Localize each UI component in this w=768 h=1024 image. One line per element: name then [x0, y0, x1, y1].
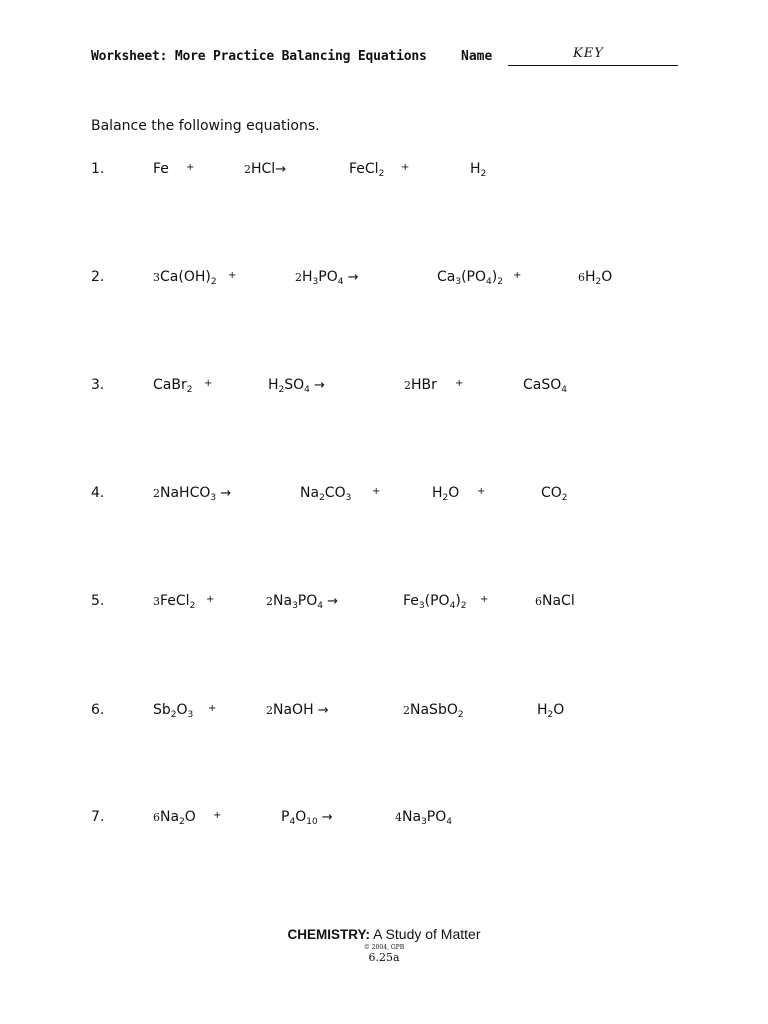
formula-term	[153, 593, 195, 611]
formula-text: CaBr	[153, 377, 187, 393]
formula-text: )	[491, 269, 498, 285]
subscript: 2	[378, 169, 385, 179]
coefficient: 6	[153, 811, 160, 824]
formula-text: H	[302, 269, 313, 285]
formula-text: Fe	[153, 161, 169, 177]
formula-text: )	[455, 593, 461, 609]
subscript: 2	[497, 277, 503, 287]
coefficient: 2	[404, 379, 411, 392]
coefficient: 2	[266, 595, 273, 608]
formula-term	[541, 485, 568, 503]
formula-text: PO	[297, 593, 318, 609]
formula-text: O	[295, 809, 307, 825]
formula-text: H	[537, 702, 548, 718]
problem-1	[91, 161, 691, 183]
plus-sign: +	[206, 594, 215, 605]
formula-text: H	[585, 269, 596, 285]
formula-text: CO	[324, 485, 346, 501]
formula-term	[395, 809, 452, 827]
formula-text: HCl	[251, 161, 276, 177]
problem-7	[91, 809, 691, 831]
formula-text: NaCl	[542, 593, 575, 609]
problem-number: 3.	[91, 377, 105, 393]
plus-sign: +	[401, 162, 410, 173]
subscript: 2	[179, 817, 185, 827]
formula-text: H	[470, 161, 481, 177]
formula-text: Ca	[437, 269, 456, 285]
subscript: 3	[312, 277, 319, 287]
footer	[0, 926, 768, 964]
subscript: 2	[595, 277, 602, 287]
subscript: 4	[561, 385, 567, 395]
subscript: 3	[421, 817, 427, 827]
formula-term	[281, 809, 333, 827]
problem-number: 5.	[91, 593, 105, 609]
plus-sign: +	[186, 162, 195, 173]
formula-term	[153, 377, 192, 395]
subscript: 10	[306, 817, 318, 827]
formula-text: PO	[426, 809, 447, 825]
formula-term	[153, 809, 196, 827]
formula-term	[268, 377, 325, 395]
formula-term	[437, 269, 503, 287]
subscript: 2	[319, 493, 325, 503]
subscript: 2	[278, 385, 285, 395]
formula-text: NaHCO	[160, 485, 211, 501]
formula-text: NaSbO	[410, 702, 458, 718]
reaction-arrow-icon: →	[317, 810, 333, 825]
formula-text: PO	[318, 269, 338, 285]
formula-text: H	[268, 377, 279, 393]
subscript: 4	[289, 817, 296, 827]
reaction-arrow-icon: →	[323, 594, 339, 609]
formula-text: H	[432, 485, 443, 501]
subscript: 3	[292, 601, 298, 611]
footer-page-number: 6.25a	[368, 951, 400, 964]
subscript: 2	[186, 385, 193, 395]
formula-term	[244, 161, 286, 177]
formula-term	[295, 269, 359, 287]
formula-text: Ca(OH)	[160, 269, 211, 285]
subscript: 4	[304, 385, 310, 395]
problem-number: 1.	[91, 161, 105, 177]
formula-text: NaOH	[273, 702, 314, 718]
formula-term	[266, 593, 338, 611]
worksheet-header	[91, 46, 691, 73]
formula-text: Na	[160, 809, 180, 825]
formula-text: Na	[402, 809, 422, 825]
plus-sign: +	[213, 810, 222, 821]
plus-sign: +	[455, 378, 464, 389]
subscript: 2	[480, 169, 487, 179]
problem-number: 4.	[91, 485, 105, 501]
subscript: 2	[547, 710, 554, 720]
problem-5	[91, 593, 691, 615]
subscript: 4	[446, 817, 452, 827]
problem-2	[91, 269, 691, 291]
formula-term	[470, 161, 486, 179]
formula-text: FeCl	[349, 161, 379, 177]
footer-copyright: © 2004, GPB	[363, 944, 405, 951]
problem-6	[91, 702, 691, 724]
formula-text: P	[281, 809, 290, 825]
footer-brand-rest: A Study of Matter	[369, 926, 481, 942]
formula-term	[153, 161, 169, 177]
formula-text: SO	[284, 377, 305, 393]
coefficient: 2	[266, 704, 273, 717]
formula-text: Fe	[403, 593, 419, 609]
reaction-arrow-icon: →	[313, 703, 329, 718]
coefficient: 2	[153, 487, 160, 500]
formula-text: O	[601, 269, 613, 285]
formula-term	[300, 485, 351, 503]
plus-sign: +	[477, 486, 486, 497]
formula-text: HBr	[411, 377, 437, 393]
plus-sign: +	[513, 270, 522, 281]
footer-brand-bold: CHEMISTRY:	[287, 927, 370, 942]
problem-number: 2.	[91, 269, 105, 285]
subscript: 4	[317, 601, 323, 611]
reaction-arrow-icon: →	[216, 486, 232, 501]
subscript: 2	[460, 601, 467, 611]
name-label: Name	[461, 49, 493, 64]
formula-term	[537, 702, 564, 720]
formula-text: O	[176, 702, 188, 718]
subscript: 2	[457, 710, 464, 720]
coefficient: 6	[578, 271, 585, 284]
formula-text: O	[448, 485, 460, 501]
formula-text: O	[184, 809, 196, 825]
formula-text: (PO	[461, 269, 487, 285]
coefficient: 3	[153, 271, 160, 284]
coefficient: 6	[535, 595, 542, 608]
formula-text: Na	[300, 485, 320, 501]
plus-sign: +	[372, 486, 381, 497]
formula-text: Na	[273, 593, 293, 609]
problem-4	[91, 485, 691, 507]
formula-term	[153, 485, 231, 503]
formula-term	[153, 269, 217, 287]
subscript: 3	[187, 710, 194, 720]
formula-term	[535, 593, 575, 609]
plus-sign: +	[204, 378, 213, 389]
formula-text: FeCl	[160, 593, 190, 609]
plus-sign: +	[228, 270, 237, 281]
formula-term	[403, 593, 467, 611]
reaction-arrow-icon: →	[275, 162, 287, 177]
coefficient: 2	[403, 704, 410, 717]
name-value: KEY	[573, 46, 604, 61]
coefficient: 2	[295, 271, 302, 284]
coefficient: 3	[153, 595, 160, 608]
problem-3	[91, 377, 691, 399]
formula-term	[523, 377, 567, 395]
subscript: 3	[418, 601, 425, 611]
subscript: 2	[189, 601, 196, 611]
subscript: 3	[210, 493, 217, 503]
formula-text: O	[553, 702, 565, 718]
formula-term	[266, 702, 329, 718]
formula-term	[578, 269, 612, 287]
formula-term	[432, 485, 459, 503]
footer-brand	[0, 926, 768, 943]
name-underline	[508, 65, 678, 66]
subscript: 2	[561, 493, 568, 503]
subscript: 4	[337, 277, 344, 287]
subscript: 4	[449, 601, 456, 611]
formula-term	[404, 377, 437, 393]
subscript: 3	[345, 493, 352, 503]
subscript: 2	[170, 710, 177, 720]
plus-sign: +	[480, 594, 489, 605]
subscript: 2	[442, 493, 449, 503]
subscript: 3	[455, 277, 462, 287]
formula-term	[349, 161, 384, 179]
worksheet-title: Worksheet: More Practice Balancing Equations	[91, 49, 427, 64]
formula-text: CaSO	[523, 377, 562, 393]
formula-term	[153, 702, 193, 720]
plus-sign: +	[208, 703, 217, 714]
coefficient: 4	[395, 811, 402, 824]
problem-number: 6.	[91, 702, 105, 718]
problem-number: 7.	[91, 809, 105, 825]
reaction-arrow-icon: →	[343, 270, 359, 285]
subscript: 2	[210, 277, 217, 287]
formula-text: (PO	[424, 593, 450, 609]
formula-text: CO	[541, 485, 562, 501]
formula-text: Sb	[153, 702, 171, 718]
subscript: 4	[486, 277, 492, 287]
instructions: Balance the following equations.	[91, 118, 320, 134]
coefficient: 2	[244, 163, 251, 176]
reaction-arrow-icon: →	[309, 378, 325, 393]
formula-term	[403, 702, 464, 720]
